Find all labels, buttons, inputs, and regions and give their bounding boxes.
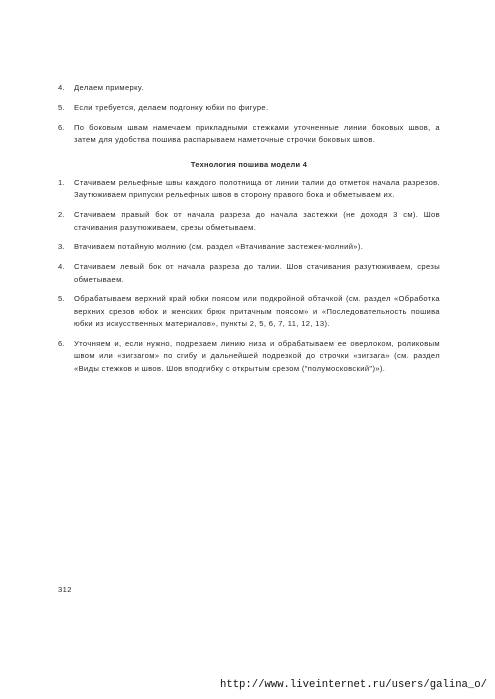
list-item: [58, 241, 440, 253]
item-number: 4.: [58, 83, 66, 92]
item-text: По боковым швам намечаем прикладными стежками уточненные линии боковых швов, а затем для удобства пошива распарываем наметочные строчки боковых швов.: [74, 122, 440, 144]
item-text: Делаем примерку.: [74, 83, 144, 92]
item-text: Стачиваем рельефные швы каждого полотнища от линии талии до отметок начала разрезов. Заутюживаем припуски рельефных швов в сторону правого бока и обметываем их.: [74, 178, 440, 200]
item-number: 2.: [58, 210, 66, 220]
item-number: 1.: [58, 178, 66, 187]
item-text: Стачиваем левый бок от начала разреза до талии. Шов стачивания разутюживаем, срезы обметываем.: [74, 262, 440, 284]
list-item: [58, 82, 440, 94]
item-number: 6.: [58, 122, 66, 132]
source-watermark: http://www.liveinternet.ru/users/galina_o/: [219, 679, 487, 691]
item-text: Уточняем и, если нужно, подрезаем линию низа и обрабатываем ее оверлоком, роликовым швом или «зигзагом» по сгибу и дальнейшей подрезкой до строчки «зигзага» (см. раздел «Виды стежков и швов. Шов вподгибку с открытым срезом ("полумосковский")»).: [74, 339, 440, 373]
list-item: [58, 102, 440, 114]
list-item: [58, 209, 440, 234]
item-text: Если требуется, делаем подгонку юбки по фигуре.: [74, 102, 269, 112]
item-number: 6.: [58, 339, 66, 349]
list-item: [58, 293, 440, 330]
item-text: Обрабатываем верхний край юбки поясом или подкройной обтачкой (см. раздел «Обработка верхних срезов юбок и женских брюк притачным поясом» и «Последовательность пошива юбки из искусственных материалов», пункты 2, 5, 6, 7, 11, 12, 13).: [74, 294, 440, 329]
list-item: [58, 177, 440, 202]
item-number: 5.: [58, 102, 66, 112]
steps-list: [58, 177, 440, 383]
list-item: [58, 338, 440, 375]
item-number: 5.: [58, 294, 66, 304]
item-text: Стачиваем правый бок от начала разреза до начала застежки (не доходя 3 см). Шов стачивания разутюживаем, срезы обметываем.: [74, 210, 440, 232]
item-number: 3.: [58, 242, 66, 252]
list-item: [58, 122, 440, 147]
item-text: Втачиваем потайную молнию (см. раздел «Втачивание застежек-молний»).: [74, 242, 364, 252]
intro-list: [58, 82, 440, 154]
page-number: 312: [58, 585, 72, 594]
item-number: 4.: [58, 262, 66, 272]
section-title: Технология пошива модели 4: [190, 160, 308, 169]
list-item: [58, 261, 440, 286]
